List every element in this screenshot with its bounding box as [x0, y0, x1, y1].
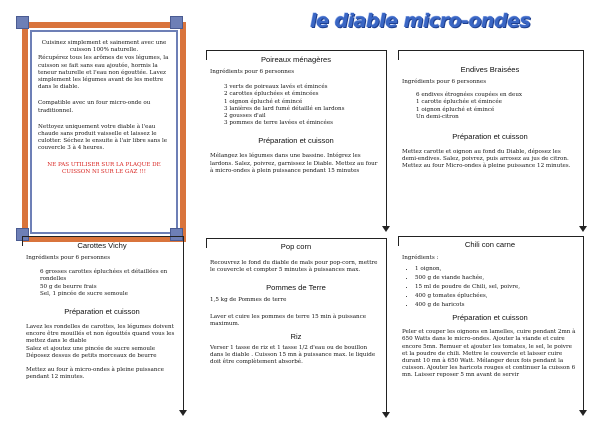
ingredient-list — [26, 269, 178, 298]
arrow-down-icon — [579, 226, 587, 232]
prep-step: Mettez carotte et oignon au fond du Diable, déposez les demi-endives. Salez, poivrez, puis arrosez au jus de citron. — [402, 149, 569, 163]
prep-title: Préparation et cuisson — [452, 313, 528, 323]
recipe-title: Riz — [290, 332, 302, 342]
ingredient-item: • 15 ml de poudre de Chili, sel, poivre, — [415, 283, 578, 292]
prep-text — [26, 324, 178, 381]
section-line — [583, 50, 584, 228]
ingredient-item: 2 gousses d'ail — [224, 113, 266, 120]
section-line — [386, 50, 387, 228]
ingredients-label: Ingrédients pour 6 personnes — [26, 255, 111, 261]
recipe-carottes — [26, 236, 178, 381]
recipe-text: Verser 1 tasse de riz et 1 tasse 1/2 d'eau ou de bouillon dans le diable . Cuisson 15 mn à puissance max. le liquide doit être complètement absorbé. — [210, 345, 376, 366]
ingredients-label: Ingrédients pour 6 personnes — [210, 69, 295, 75]
ingredient-item: • 1 oignon, — [415, 265, 578, 274]
frame-corner — [170, 16, 183, 29]
ingredient-list — [210, 84, 382, 127]
ingredient-item: 50 g de beurre frais — [40, 283, 97, 290]
section-line — [183, 236, 184, 412]
page-title: le diable micro-ondes — [310, 10, 531, 32]
recipe-chili — [402, 236, 578, 380]
ingredients-label: Ingrédients pour 6 personnes — [402, 79, 487, 85]
intro-p1: Cuisinez simplement et sainement avec une cuisson 100% naturelle. — [41, 40, 167, 54]
recipe-title: Chili con carne — [464, 240, 516, 249]
section-line — [398, 50, 399, 60]
ingredient-item: 6 endives étrognées coupées en deux — [416, 92, 523, 99]
recipe-title: Pop corn — [280, 242, 312, 251]
recipe-poireaux — [210, 50, 382, 175]
prep-text: Mélangez les légumes dans une bassine. Intégrez les lardons. Salez, poivrez, garnissez le Diable. Mettez au four à micro-ondes à plein puissance pendant 15 minutes — [210, 153, 378, 174]
recipe-endives — [402, 50, 578, 171]
arrow-down-icon — [179, 410, 187, 416]
recipe-title: Endives Braisées — [460, 65, 520, 74]
recipe-popcorn — [210, 238, 382, 367]
ingredient-item: • 400 g de haricots — [415, 301, 578, 310]
intro-p2: Récupérez tous les arômes de vos légumes, la cuisson se fait sans eau ajoutée, hormis la teneur naturelle et l'eau non égouttée. Lavez simplement les légumes avant de les mettre dans le diable. — [38, 55, 169, 91]
prep-step: Salez et ajoutez une pincée de sucre semoule — [26, 345, 156, 352]
prep-step: Lavez les rondelles de carottes, les légumes doivent encore être mouillés et non égouttés quand vous les mettez dans le diable — [26, 324, 175, 345]
recipe-title: Poireaux ménagères — [260, 55, 332, 64]
section-line — [206, 238, 207, 248]
ingredient-item: Sel, 1 pincée de sucre semoule — [40, 290, 128, 297]
section-line — [583, 236, 584, 412]
intro-p3: Compatible avec un four micro-onde ou traditionnel. — [38, 100, 151, 114]
prep-title: Préparation et cuisson — [258, 136, 334, 146]
prep-title: Préparation et cuisson — [452, 132, 528, 142]
ingredient-item: • 500 g de viande hachée, — [415, 274, 578, 283]
frame-corner — [16, 16, 29, 29]
prep-text: Peler et couper les oignons en lamelles, cuire pendant 2mn à 650 Watts dans le micro-ondes. Ajouter la viande et cuire encore 5mn. Remuer et ajouter les tomates, le sel, le poivre et la poudre de chili. Mettre le couvercle et laisser cuire durant 10 mn à 650 Watt. Mélanger deux fois pendant la cuisson. Ajouter les haricots rouges et continuer la cuisson 6 mn. Laisser reposer 5 mn avant de servir — [402, 329, 576, 379]
arrow-down-icon — [382, 412, 390, 418]
ingredient-item: Un demi-citron — [416, 113, 459, 120]
intro-text — [38, 40, 170, 176]
prep-step: Mettez au four Micro-ondes à pleine puissance 12 minutes. — [402, 163, 571, 170]
ingredient-item: 1 oignon épluché et émincé — [224, 98, 303, 105]
prep-title: Préparation et cuisson — [64, 307, 140, 317]
arrow-down-icon — [382, 226, 390, 232]
ingredient-list — [406, 265, 578, 310]
ingredient-item: • 400 g tomates épluchées, — [415, 292, 578, 301]
ingredient-item: 3 pommes de terre lavées et émincées — [224, 120, 334, 127]
recipe-title: Carottes Vichy — [77, 241, 127, 250]
arrow-down-icon — [579, 410, 587, 416]
ingredient-item: 1,5 kg de Pommes de terre — [210, 297, 287, 304]
section-line — [206, 50, 207, 60]
recipe-title: Pommes de Terre — [266, 283, 326, 293]
ingredient-item: 1 carotte épluchée et émincée — [416, 99, 502, 106]
prep-step: Déposez dessus de petits morceaux de beurre — [26, 352, 157, 359]
ingredient-item: 3 verts de poireaux lavés et émincés — [224, 84, 328, 91]
ingredient-item: 6 grosses carottes épluchées et détaillées en rondelles — [40, 269, 168, 283]
section-line — [22, 236, 23, 246]
ingredient-item: 1 oignon épluché et émincé — [416, 106, 495, 113]
intro-p4: Nettoyez uniquement votre diable à l'eau chaude sans produit vaisselle et laissez le culotter. Séchez le ensuite à l'air libre sans le couvercle 3 à 4 heures. — [38, 123, 168, 152]
recipe-text: Recouvrez le fond du diable de maïs pour pop-corn, mettre le couvercle et compter 5 minutes à puissances max. — [210, 260, 378, 274]
prep-step: Mettez au four à micro-ondes à pleine puissance pendant 12 minutes. — [26, 367, 164, 381]
recipe-text: Laver et cuire les pommes de terre 15 min à puissance maximum. — [210, 313, 367, 327]
intro-warning: NE PAS UTILISER SUR LA PLAQUE DE CUISSON NI SUR LE GAZ !!! — [47, 161, 161, 175]
ingredients-label: Ingrédients : — [402, 255, 439, 261]
ingredient-item: 2 carottes épluchées et émincées — [224, 91, 319, 98]
ingredient-list — [402, 92, 578, 121]
intro-frame — [22, 22, 186, 242]
section-line — [398, 236, 399, 246]
section-line — [386, 238, 387, 414]
ingredient-item: 3 lanières de lard fumé détaillé en lardons — [224, 105, 345, 112]
prep-text — [402, 149, 578, 171]
